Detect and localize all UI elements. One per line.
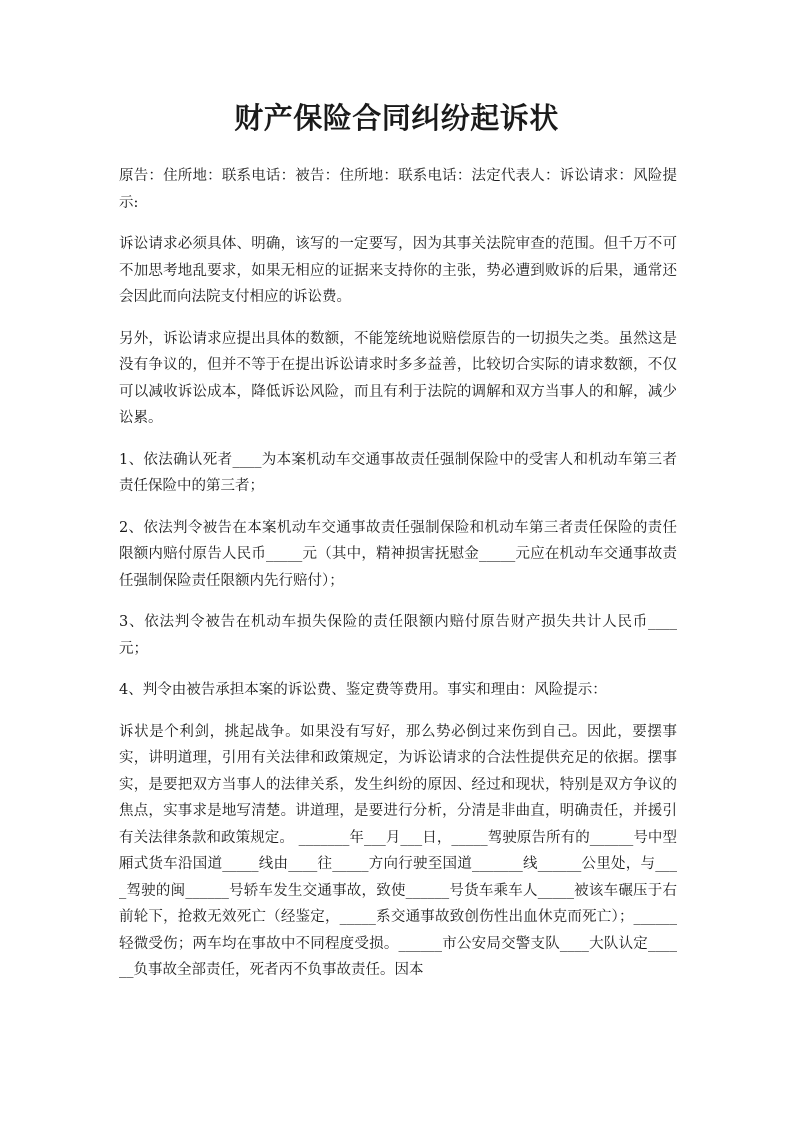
parties-paragraph: 原告：住所地：联系电话：被告：住所地：联系电话：法定代表人：诉讼请求：风险提示: xyxy=(119,168,677,211)
claims-amount-paragraph: 另外，诉讼请求应提出具体的数额，不能笼统地说赔偿原告的一切损失之类。虽然这是没有争议的，但并不等于在提出诉讼请求时多多益善，比较切合实际的请求数额，不仅可以减收诉讼成本，降低诉讼风险，而且有利于法院的调解和双方当事人的和解，减少讼累。 xyxy=(119,330,677,426)
claim-item-3: 3、依法判令被告在机动车损失保险的责任限额内赔付原告财产损失共计人民币____元； xyxy=(119,614,677,657)
claim-item-1: 1、依法确认死者____为本案机动车交通事故责任强制保险中的受害人和机动车第三者责任保险中的第三者； xyxy=(119,451,677,494)
claim-item-4: 4、判令由被告承担本案的诉讼费、鉴定费等费用。事实和理由：风险提示： xyxy=(119,682,607,698)
claims-advice-paragraph: 诉讼请求必须具体、明确，该写的一定要写，因为其事关法院审查的范围。但千万不可不加思考地乱要求，如果无相应的证据来支持你的主张，势必遭到败诉的后果，通常还会因此而向法院支付相应的诉讼费。 xyxy=(119,236,677,305)
document-body xyxy=(119,163,677,999)
claim-item-2: 2、依法判令被告在本案机动车交通事故责任强制保险和机动车第三者责任保险的责任限额内赔付原告人民币_____元（其中，精神损害抚慰金_____元应在机动车交通事故责任强制保险责任限额内先行赔付）； xyxy=(119,519,677,589)
document-title: 财产保险合同纠纷起诉状 xyxy=(234,101,559,135)
facts-paragraph: 诉状是个利剑，挑起战争。如果没有写好，那么势必倒过来伤到自己。因此，要摆事实，讲明道理，引用有关法律和政策规定，为诉讼请求的合法性提供充足的依据。摆事实，是要把双方当事人的法律关系，发生纠纷的原因、经过和现状，特别是双方争议的焦点，实事求是地写清楚。讲道理，是要进行分析，分清是非曲直，明确责任，并援引有关法律条款和政策规定。 _______年___月___日，_____驾驶原告所有的______号中型厢式货车沿国道_____线由____往_____方向行驶至国道_______线______公里处，与____驾驶的闽______号轿车发生交通事故，致使______号货车乘车人_____被该车碾压于右前轮下，抢救无效死亡（经鉴定，_____系交通事故致创伤性出血休克而死亡）；______轻微受伤；两车均在事故中不同程度受损。______市公安局交警支队____大队认定______负事故全部责任，死者丙不负事故责任。因本 xyxy=(119,723,677,978)
